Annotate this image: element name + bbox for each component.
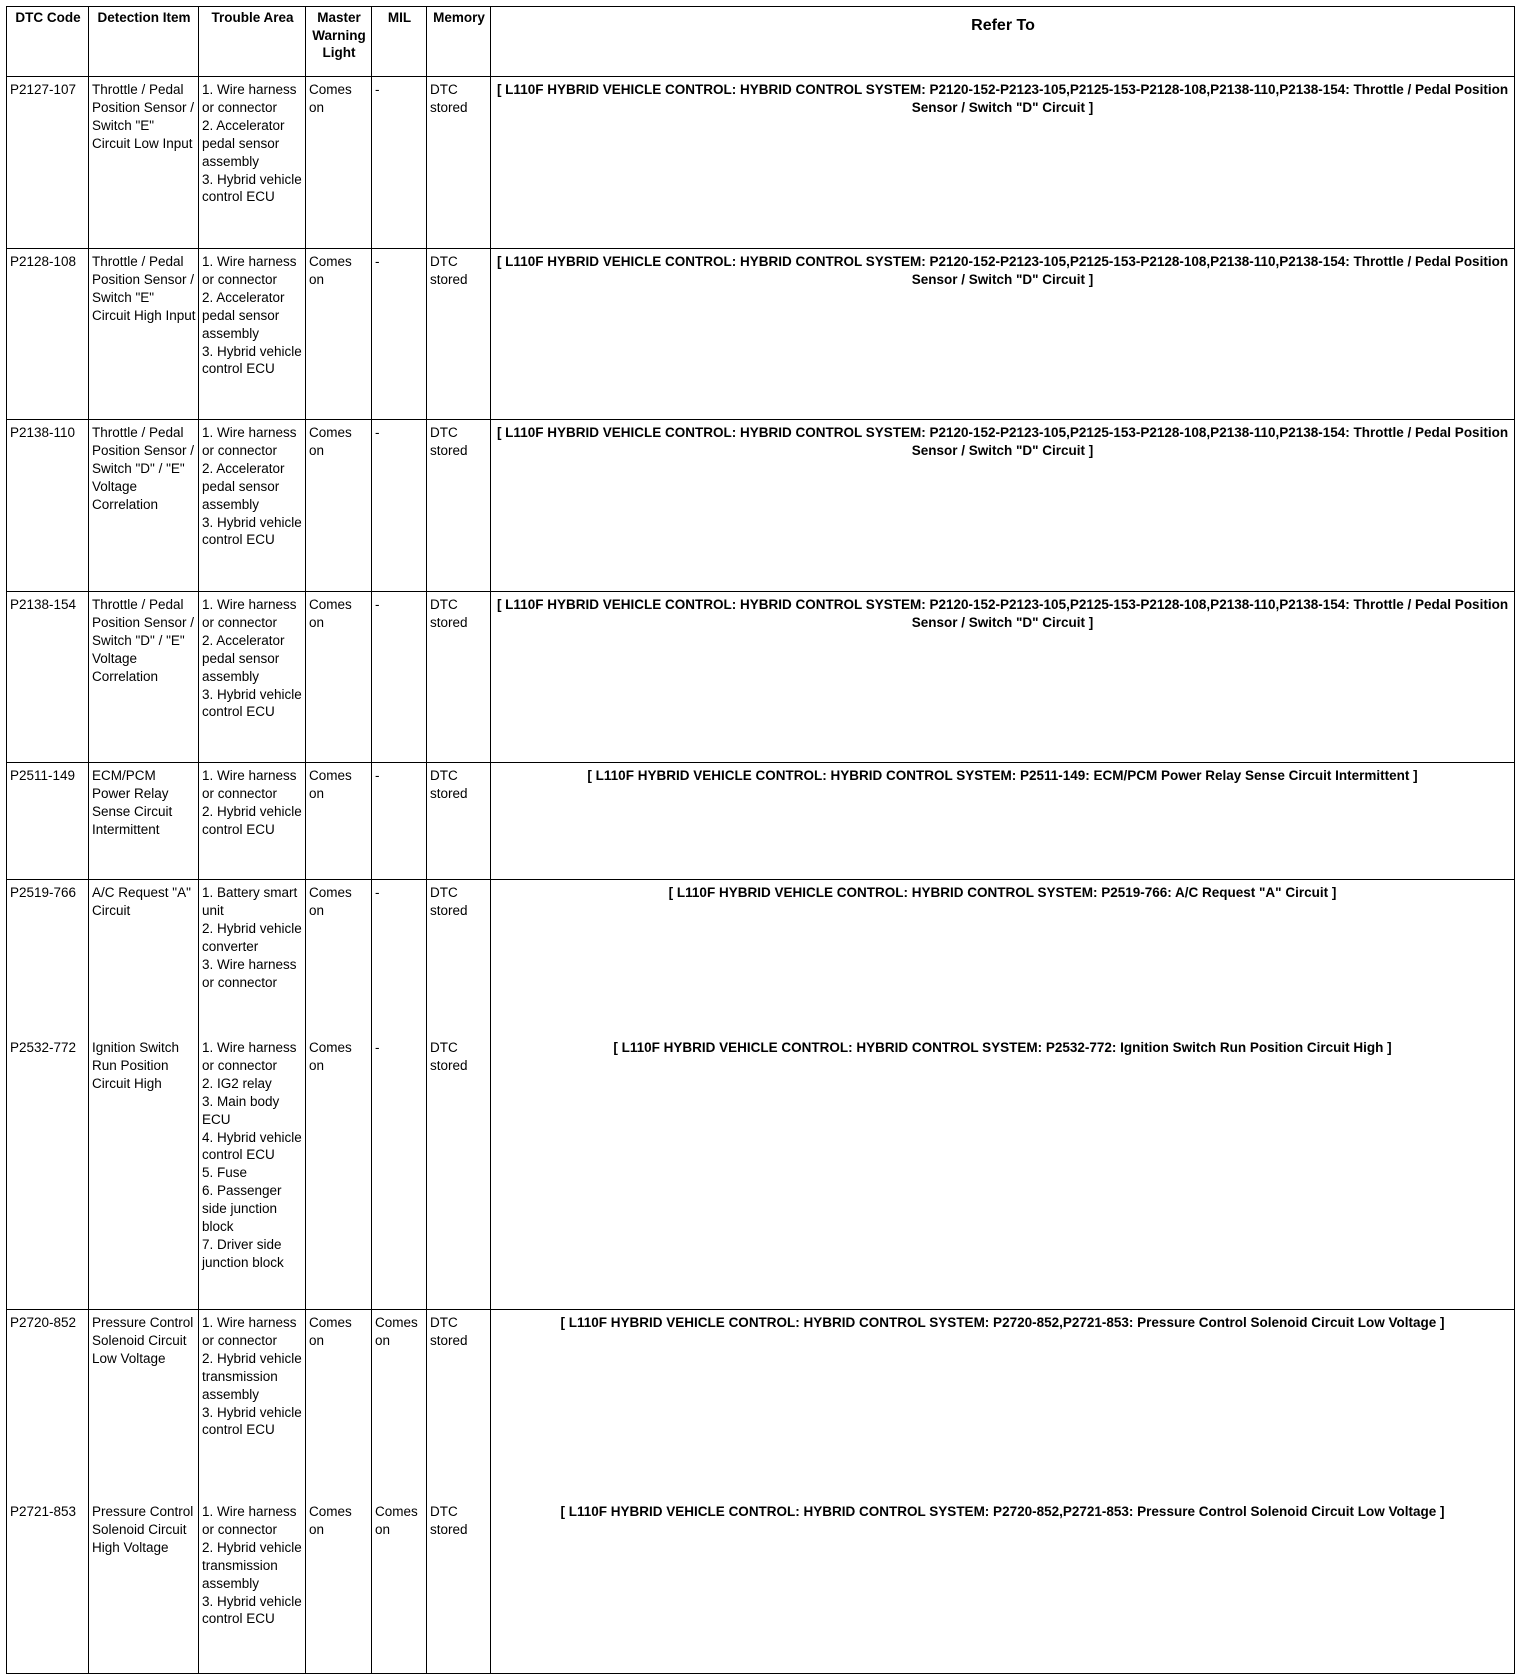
dtc-code-cell: P2138-154 xyxy=(7,592,89,763)
trouble-area-line: 2. Accelerator pedal sensor assembly xyxy=(202,632,285,684)
table-row xyxy=(7,77,1515,249)
trouble-area-line: 5. Fuse xyxy=(202,1165,248,1181)
memory-cell: DTC stored xyxy=(427,1035,491,1310)
dtc-code-cell: P2720-852 xyxy=(7,1310,89,1499)
trouble-area-line: 1. Wire harness or connector xyxy=(202,254,297,287)
trouble-area-cell xyxy=(199,763,306,880)
trouble-area-line: 4. Hybrid vehicle control ECU xyxy=(202,1129,302,1163)
refer-to-link[interactable]: [ L110F HYBRID VEHICLE CONTROL: HYBRID CONTROL SYSTEM: P2120-152-P2123-105,P2125-153-P2128-108,P2138-110,P2138-154: Throttle / Pedal Position Sensor / Switch "D" Circuit ] xyxy=(491,249,1515,420)
trouble-area-line: 3. Hybrid vehicle control ECU xyxy=(202,514,302,548)
mil-cell: - xyxy=(372,1035,427,1310)
memory-cell: DTC stored xyxy=(427,763,491,880)
mil-cell: - xyxy=(372,880,427,1035)
dtc-code-cell: P2511-149 xyxy=(7,763,89,880)
trouble-area-line: 3. Hybrid vehicle control ECU xyxy=(202,1404,302,1438)
refer-to-link[interactable]: [ L110F HYBRID VEHICLE CONTROL: HYBRID CONTROL SYSTEM: P2120-152-P2123-105,P2125-153-P2128-108,P2138-110,P2138-154: Throttle / Pedal Position Sensor / Switch "D" Circuit ] xyxy=(491,592,1515,763)
memory-cell: DTC stored xyxy=(427,1499,491,1674)
detection-item-cell: Pressure Control Solenoid Circuit High Voltage xyxy=(89,1499,199,1674)
master-warning-cell: Comes on xyxy=(306,77,372,249)
document-sheet xyxy=(6,6,1514,1674)
trouble-area-cell xyxy=(199,592,306,763)
detection-item-cell: Throttle / Pedal Position Sensor / Switch "D" / "E" Voltage Correlation xyxy=(89,592,199,763)
dtc-code-cell: P2519-766 xyxy=(7,880,89,1035)
table-row xyxy=(7,249,1515,420)
table-row xyxy=(7,1499,1515,1674)
trouble-area-line: 2. Hybrid vehicle converter xyxy=(202,920,302,954)
trouble-area-line: 1. Battery smart unit xyxy=(202,885,298,918)
master-warning-cell: Comes on xyxy=(306,1499,372,1674)
detection-item-cell: Ignition Switch Run Position Circuit High xyxy=(89,1035,199,1310)
trouble-area-cell xyxy=(199,1035,306,1310)
dtc-code-cell: P2138-110 xyxy=(7,420,89,592)
refer-to-link[interactable]: [ L110F HYBRID VEHICLE CONTROL: HYBRID CONTROL SYSTEM: P2120-152-P2123-105,P2125-153-P2128-108,P2138-110,P2138-154: Throttle / Pedal Position Sensor / Switch "D" Circuit ] xyxy=(491,420,1515,592)
memory-cell: DTC stored xyxy=(427,592,491,763)
trouble-area-line: 1. Wire harness or connector xyxy=(202,1040,297,1073)
header-mil: MIL xyxy=(372,7,427,77)
header-trouble-area: Trouble Area xyxy=(199,7,306,77)
detection-item-cell: ECM/PCM Power Relay Sense Circuit Intermittent xyxy=(89,763,199,880)
trouble-area-line: 3. Hybrid vehicle control ECU xyxy=(202,686,302,720)
mil-cell: - xyxy=(372,763,427,880)
memory-cell: DTC stored xyxy=(427,420,491,592)
detection-item-cell: Pressure Control Solenoid Circuit Low Voltage xyxy=(89,1310,199,1499)
trouble-area-line: 3. Wire harness or connector xyxy=(202,956,297,990)
memory-cell: DTC stored xyxy=(427,77,491,249)
table-body xyxy=(7,77,1515,1674)
table-row xyxy=(7,592,1515,763)
trouble-area-line: 3. Hybrid vehicle control ECU xyxy=(202,1593,302,1627)
trouble-area-line: 2. Accelerator pedal sensor assembly xyxy=(202,289,285,341)
refer-to-link[interactable]: [ L110F HYBRID VEHICLE CONTROL: HYBRID CONTROL SYSTEM: P2720-852,P2721-853: Pressure Control Solenoid Circuit Low Voltage ] xyxy=(491,1310,1515,1499)
header-master-warning-light: Master Warning Light xyxy=(306,7,372,77)
trouble-area-line: 3. Hybrid vehicle control ECU xyxy=(202,343,302,377)
master-warning-cell: Comes on xyxy=(306,420,372,592)
trouble-area-line: 7. Driver side junction block xyxy=(202,1236,284,1270)
mil-cell: - xyxy=(372,249,427,420)
refer-to-link[interactable]: [ L110F HYBRID VEHICLE CONTROL: HYBRID CONTROL SYSTEM: P2532-772: Ignition Switch Run Position Circuit High ] xyxy=(491,1035,1515,1310)
header-row xyxy=(7,7,1515,77)
table-row xyxy=(7,880,1515,1035)
trouble-area-line: 1. Wire harness or connector xyxy=(202,425,297,458)
refer-to-link[interactable]: [ L110F HYBRID VEHICLE CONTROL: HYBRID CONTROL SYSTEM: P2519-766: A/C Request "A" Circuit ] xyxy=(491,880,1515,1035)
trouble-area-cell xyxy=(199,1499,306,1674)
trouble-area-line: 1. Wire harness or connector xyxy=(202,1315,297,1348)
detection-item-cell: Throttle / Pedal Position Sensor / Switch "E" Circuit High Input xyxy=(89,249,199,420)
refer-to-link[interactable]: [ L110F HYBRID VEHICLE CONTROL: HYBRID CONTROL SYSTEM: P2720-852,P2721-853: Pressure Control Solenoid Circuit Low Voltage ] xyxy=(491,1499,1515,1674)
mil-cell: - xyxy=(372,592,427,763)
dtc-code-cell: P2128-108 xyxy=(7,249,89,420)
trouble-area-line: 3. Main body ECU xyxy=(202,1093,280,1127)
trouble-area-cell xyxy=(199,880,306,1035)
mil-cell: - xyxy=(372,420,427,592)
trouble-area-cell xyxy=(199,77,306,249)
trouble-area-line: 3. Hybrid vehicle control ECU xyxy=(202,171,302,205)
trouble-area-cell xyxy=(199,420,306,592)
table-row xyxy=(7,1035,1515,1310)
trouble-area-line: 2. Hybrid vehicle control ECU xyxy=(202,803,302,837)
table-row xyxy=(7,1310,1515,1499)
trouble-area-line: 1. Wire harness or connector xyxy=(202,768,297,801)
master-warning-cell: Comes on xyxy=(306,763,372,880)
detection-item-cell: A/C Request "A" Circuit xyxy=(89,880,199,1035)
trouble-area-line: 2. Accelerator pedal sensor assembly xyxy=(202,460,285,512)
header-detection-item: Detection Item xyxy=(89,7,199,77)
trouble-area-line: 1. Wire harness or connector xyxy=(202,1504,297,1537)
trouble-area-line: 2. Accelerator pedal sensor assembly xyxy=(202,117,285,169)
trouble-area-line: 2. IG2 relay xyxy=(202,1075,272,1091)
memory-cell: DTC stored xyxy=(427,1310,491,1499)
mil-cell: Comes on xyxy=(372,1499,427,1674)
trouble-area-line: 2. Hybrid vehicle transmission assembly xyxy=(202,1539,302,1591)
master-warning-cell: Comes on xyxy=(306,249,372,420)
refer-to-link[interactable]: [ L110F HYBRID VEHICLE CONTROL: HYBRID CONTROL SYSTEM: P2120-152-P2123-105,P2125-153-P2128-108,P2138-110,P2138-154: Throttle / Pedal Position Sensor / Switch "D" Circuit ] xyxy=(491,77,1515,249)
mil-cell: - xyxy=(372,77,427,249)
detection-item-cell: Throttle / Pedal Position Sensor / Switch "D" / "E" Voltage Correlation xyxy=(89,420,199,592)
memory-cell: DTC stored xyxy=(427,249,491,420)
dtc-table xyxy=(6,6,1515,1674)
detection-item-cell: Throttle / Pedal Position Sensor / Switch "E" Circuit Low Input xyxy=(89,77,199,249)
trouble-area-line: 6. Passenger side junction block xyxy=(202,1183,282,1235)
table-row xyxy=(7,420,1515,592)
trouble-area-line: 2. Hybrid vehicle transmission assembly xyxy=(202,1350,302,1402)
master-warning-cell: Comes on xyxy=(306,1310,372,1499)
header-refer-to: Refer To xyxy=(491,7,1515,77)
master-warning-cell: Comes on xyxy=(306,592,372,763)
refer-to-link[interactable]: [ L110F HYBRID VEHICLE CONTROL: HYBRID CONTROL SYSTEM: P2511-149: ECM/PCM Power Relay Sense Circuit Intermittent ] xyxy=(491,763,1515,880)
dtc-code-cell: P2127-107 xyxy=(7,77,89,249)
mil-cell: Comes on xyxy=(372,1310,427,1499)
trouble-area-cell xyxy=(199,249,306,420)
memory-cell: DTC stored xyxy=(427,880,491,1035)
trouble-area-cell xyxy=(199,1310,306,1499)
header-memory: Memory xyxy=(427,7,491,77)
dtc-code-cell: P2721-853 xyxy=(7,1499,89,1674)
master-warning-cell: Comes on xyxy=(306,880,372,1035)
dtc-code-cell: P2532-772 xyxy=(7,1035,89,1310)
master-warning-cell: Comes on xyxy=(306,1035,372,1310)
header-dtc-code: DTC Code xyxy=(7,7,89,77)
table-row xyxy=(7,763,1515,880)
trouble-area-line: 1. Wire harness or connector xyxy=(202,82,297,115)
trouble-area-line: 1. Wire harness or connector xyxy=(202,597,297,630)
